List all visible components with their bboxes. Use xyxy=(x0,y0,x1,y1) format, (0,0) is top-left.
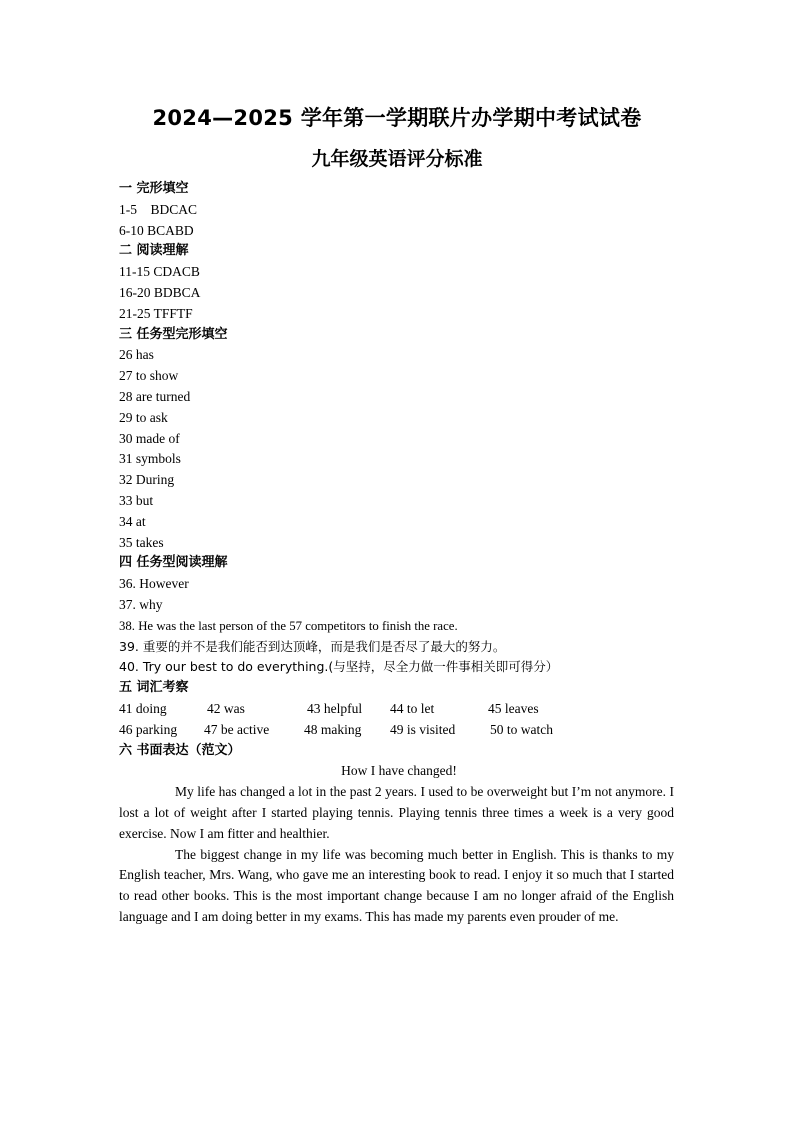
essay-paragraph: My life has changed a lot in the past 2 years. I used to be overweight but I’m not anymore. I lost a lot of weight after I started playing tennis. Playing tennis three times a week is a very good exercise. Now I am fitter and healthier. xyxy=(119,784,674,841)
vocab-row xyxy=(119,720,679,741)
answer-line: 31 symbols xyxy=(119,451,181,467)
answer-line: 30 made of xyxy=(119,430,180,446)
answer-line: 26 has xyxy=(119,347,154,363)
vocab-answer: 47 be active xyxy=(204,721,270,737)
answer-line: 6-10 BCABD xyxy=(119,222,194,238)
answer-line: 33 but xyxy=(119,492,154,508)
answer-content xyxy=(119,179,679,928)
vocab-row xyxy=(119,699,679,720)
vocab-answer: 46 parking xyxy=(119,721,178,737)
vocab-answer: 42 was xyxy=(207,700,245,716)
essay-paragraph: The biggest change in my life was becoming much better in English. This is thanks to my English teacher, Mrs. Wang, who gave me an interesting book to read. I enjoy it so much that I started to read other books. This is the most important change because I am no longer afraid of the English language and I am doing better in my exams. This has made my parents even prouder of me. xyxy=(119,846,674,924)
answer-line: 16-20 BDBCA xyxy=(119,284,201,300)
answer-line: 28 are turned xyxy=(119,388,191,404)
section-heading-vocabulary: 五 词汇考察 xyxy=(119,680,189,696)
page-subtitle: 九年级英语评分标准 xyxy=(311,148,483,170)
answer-line: 38. He was the last person of the 57 competitors to finish the race. xyxy=(119,618,458,633)
answer-line: 1-5 BDCAC xyxy=(119,201,198,217)
answer-line: 39. 重要的并不是我们能否到达顶峰，而是我们是否尽了最大的努力。 xyxy=(119,638,506,654)
answer-line: 11-15 CDACB xyxy=(119,264,200,280)
vocab-answer: 50 to watch xyxy=(490,721,553,737)
answer-line: 29 to ask xyxy=(119,409,168,425)
vocab-answer: 45 leaves xyxy=(488,700,539,716)
answer-line: 35 takes xyxy=(119,534,164,550)
page-title: 2024—2025 学年第一学期联片办学期中考试试卷 xyxy=(152,106,642,130)
essay-title: How I have changed! xyxy=(341,763,457,779)
section-heading-task-cloze: 三 任务型完形填空 xyxy=(119,326,228,342)
section-heading-task-reading: 四 任务型阅读理解 xyxy=(119,555,228,571)
vocab-answer: 41 doing xyxy=(119,700,167,716)
section-heading-writing: 六 书面表达（范文） xyxy=(119,742,241,758)
vocab-answer: 48 making xyxy=(304,721,362,737)
answer-line: 32 During xyxy=(119,472,175,488)
answer-line: 40. Try our best to do everything.(与坚持，尽全力做一件事相关即可得分） xyxy=(119,659,559,675)
section-heading-reading: 二 阅读理解 xyxy=(119,243,189,259)
vocab-answer: 44 to let xyxy=(390,700,435,716)
answer-line: 21-25 TFFTF xyxy=(119,305,193,321)
section-heading-cloze: 一 完形填空 xyxy=(119,181,189,196)
vocab-answer: 49 is visited xyxy=(390,721,456,737)
answer-line: 36. However xyxy=(119,576,189,592)
answer-line: 27 to show xyxy=(119,368,179,384)
answer-line: 37. why xyxy=(119,596,163,612)
answer-line: 34 at xyxy=(119,513,146,529)
vocab-answer: 43 helpful xyxy=(307,700,363,716)
